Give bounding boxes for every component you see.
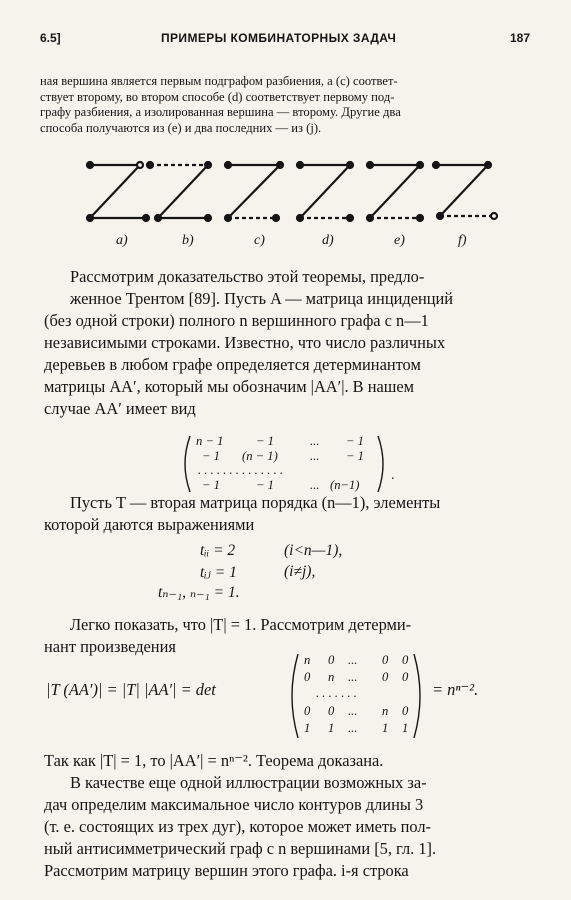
eq-main-rhs: = nⁿ⁻². — [432, 680, 479, 699]
tree-b — [147, 162, 211, 221]
intro-line: графу разбиения, а изолированная вершина — второму. Другие два — [40, 105, 401, 120]
m2-cell: ... — [348, 670, 358, 684]
matrix1-period: . — [391, 468, 395, 483]
paragraph-next-cont — [44, 794, 530, 882]
label-d: d) — [322, 233, 334, 248]
m1-cell: (n − 1) — [242, 449, 278, 463]
m2-cell: 1 — [328, 721, 335, 735]
text-line: дач определим максимальное число контуров длины 3 — [44, 795, 424, 814]
intro-line: ная вершина является первым подграфом разбиения, а (c) соответ- — [40, 74, 398, 88]
m1-cell: ... — [310, 478, 320, 492]
intro-line: способа получаются из (e) и два последних — из (j). — [40, 120, 322, 135]
paragraph-proof — [70, 266, 530, 310]
m2-cell: 0 — [402, 670, 409, 684]
m1-cell: − 1 — [202, 449, 220, 463]
paragraph-proof-cont — [44, 310, 530, 420]
m2-cell: ... — [348, 653, 358, 667]
label-f: f) — [458, 233, 467, 248]
eq-tij-cond: (i≠j), — [284, 563, 316, 580]
tree-f — [433, 162, 497, 219]
paragraph-determinant — [70, 614, 530, 636]
m2-cell: 1 — [304, 721, 311, 735]
text-line: матрицы AA′, который мы обозначим |AA′|. В нашем — [44, 377, 415, 396]
m2-cell: 1 — [382, 721, 389, 735]
running-title: ПРИМЕРЫ КОМБИНАТОРНЫХ ЗАДАЧ — [161, 31, 397, 45]
page-number: 187 — [510, 31, 531, 45]
matrix-TAA — [286, 652, 426, 740]
m2-cell: 0 — [328, 653, 335, 667]
m1-cell: ... — [310, 449, 320, 463]
eq-tij: tᵢⱼ = 1 — [200, 564, 237, 581]
label-b: b) — [182, 233, 194, 248]
text-line: Рассмотрим матрицу вершин этого графа. i-я строка — [44, 861, 409, 880]
text-line: Так как |T| = 1, то |AA′| = nⁿ⁻². Теорема доказана. — [44, 751, 384, 770]
m2-cell: ... — [348, 721, 358, 735]
m1-dots: . . . . . . . . . . . . . . — [198, 463, 284, 477]
m2-cell: n — [304, 653, 311, 667]
label-e: e) — [394, 233, 405, 248]
m1-cell: − 1 — [256, 434, 274, 448]
intro-line: ствует второму, во втором способе (d) соответствует первому под- — [40, 89, 395, 104]
m2-cell: 0 — [328, 704, 335, 718]
m2-dots: . . . . . . . — [316, 686, 357, 700]
eq-main-lhs: |T (AA′)| = |T| |AA′| = det — [46, 680, 216, 699]
m1-cell: − 1 — [346, 434, 364, 448]
tree-a — [87, 162, 149, 221]
m1-cell: (n−1) — [330, 478, 360, 492]
paragraph-next — [70, 772, 530, 794]
eq-tii-cond: (i<n—1), — [284, 542, 343, 559]
eq-tn: tₙ₋₁, ₙ₋₁ = 1. — [158, 584, 240, 601]
text-line: Легко показать, что |T| = 1. Рассмотрим детерми- — [70, 615, 412, 634]
text-line: нант произведения — [44, 637, 176, 656]
label-c: c) — [254, 233, 265, 248]
m2-cell: 0 — [304, 670, 311, 684]
text-line: Рассмотрим доказательство этой теоремы, предло- — [70, 267, 425, 286]
spanning-trees-figure — [68, 150, 508, 250]
section-number: 6.5] — [40, 31, 61, 45]
m2-cell: 0 — [382, 653, 389, 667]
text-line: (т. е. состоящих из трех дуг), которое может иметь пол- — [44, 817, 431, 836]
text-line: которой даются выражениями — [44, 515, 255, 534]
m2-cell: n — [382, 704, 389, 718]
m1-cell: ... — [310, 434, 320, 448]
text-line: независимыми строками. Известно, что число различных — [44, 333, 446, 352]
m2-cell: n — [328, 670, 335, 684]
m2-cell: 0 — [304, 704, 311, 718]
m1-cell: − 1 — [346, 449, 364, 463]
m2-cell: ... — [348, 704, 358, 718]
matrix-AA-prime — [180, 434, 390, 494]
paragraph-matrix-T — [70, 492, 530, 514]
m2-cell: 0 — [402, 653, 409, 667]
tree-d — [297, 162, 353, 221]
text-line: Пусть T — вторая матрица порядка (n—1), элементы — [70, 493, 441, 512]
text-line: женное Трентом [89]. Пусть A — матрица инциденций — [70, 289, 454, 308]
m1-cell: n − 1 — [196, 434, 224, 448]
text-line: (без одной строки) полного n вершинного графа с n—1 — [44, 311, 429, 330]
m1-cell: − 1 — [256, 478, 274, 492]
m2-cell: 0 — [382, 670, 389, 684]
paragraph-conclusion — [44, 750, 530, 772]
text-line: В качестве еще одной иллюстрации возможных за- — [70, 773, 427, 792]
paragraph-matrix-T-cont — [44, 514, 530, 536]
text-line: ный антисимметрический граф с n вершинами [5, гл. 1]. — [44, 839, 437, 858]
m1-cell: − 1 — [202, 478, 220, 492]
tree-c — [225, 162, 283, 221]
eq-tii: tᵢᵢ = 2 — [200, 542, 236, 559]
text-line: случае AA′ имеет вид — [44, 399, 196, 418]
intro-paragraph — [40, 74, 532, 136]
tree-e — [367, 162, 423, 221]
m2-cell: 0 — [402, 704, 409, 718]
label-a: a) — [116, 233, 128, 248]
text-line: деревьев в любом графе определяется детерминантом — [44, 355, 421, 374]
m2-cell: 1 — [402, 721, 409, 735]
